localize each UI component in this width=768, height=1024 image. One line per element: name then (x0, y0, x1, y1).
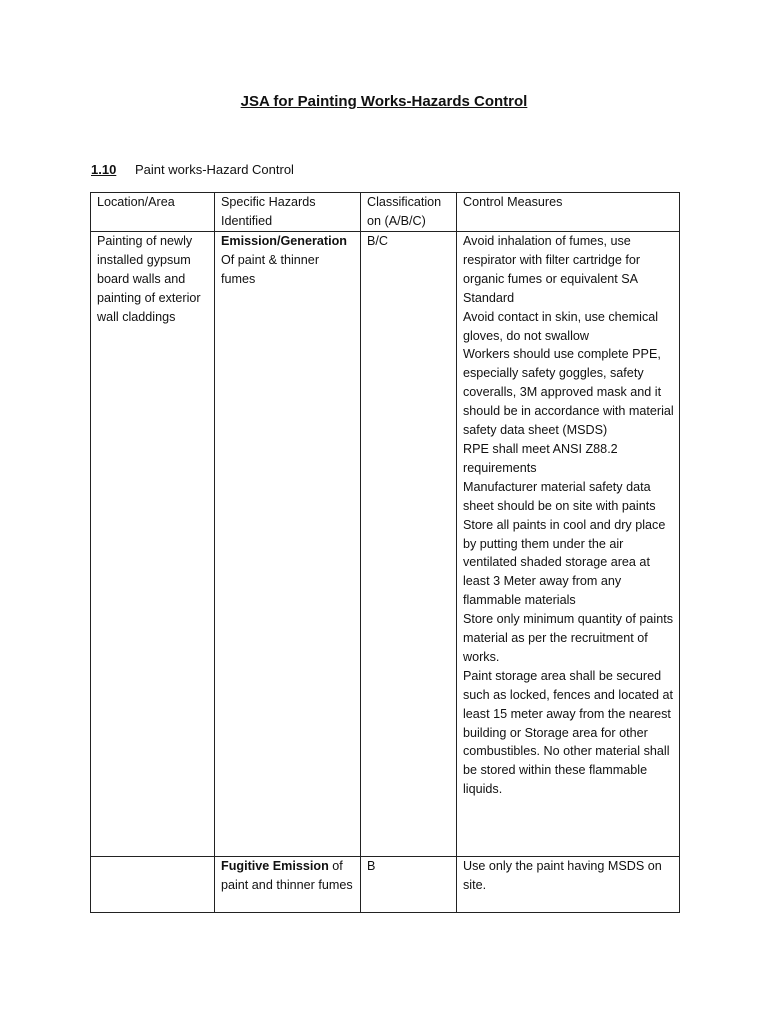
control-measure: Manufacturer material safety data sheet should be on site with paints (463, 479, 656, 513)
document-title (0, 93, 768, 110)
row1-hazard (215, 232, 361, 857)
row1-classification: B/C (361, 232, 457, 857)
control-measure: Avoid inhalation of fumes, use respirator with filter cartridge for organic fumes or equivalent SA Standard (463, 234, 641, 305)
control-measure: Paint storage area shall be secured such as locked, fences and located at least 15 meter away from the nearest building or Storage area for other combustibles. No other material shall be stored within these flammable liquids. (463, 668, 674, 797)
row2-location (91, 857, 215, 913)
hazard-control-table (90, 192, 680, 913)
table-row (91, 857, 680, 913)
row2-hazard-text: of paint and thinner fumes (221, 859, 353, 892)
row2-hazard-bold: Fugitive Emission (221, 859, 329, 873)
row1-location: Painting of newly installed gypsum board walls and painting of exterior wall claddings (91, 232, 215, 857)
table-header-row (91, 193, 680, 232)
section-heading (91, 162, 294, 177)
row1-hazard-bold: Emission/Generation (221, 234, 347, 248)
row1-controls (457, 232, 680, 857)
header-controls: Control Measures (457, 193, 680, 232)
control-measure: Workers should use complete PPE, especially safety goggles, safety coveralls, 3M approved mask and it should be in accordance with material safety data sheet (MSDS) (463, 347, 674, 438)
row2-controls (457, 857, 680, 913)
control-measure: Store only minimum quantity of paints material as per the recruitment of works. (463, 612, 673, 664)
control-measure: Store all paints in cool and dry place by putting them under the air ventilated shaded storage area at least 3 Meter away from any flammable materials (463, 517, 666, 608)
table-row (91, 232, 680, 857)
section-title: Paint works-Hazard Control (135, 162, 294, 177)
header-classification: Classification on (A/B/C) (361, 193, 457, 232)
row2-hazard (215, 857, 361, 913)
row2-classification: B (361, 857, 457, 913)
section-number: 1.10 (91, 162, 117, 177)
control-measure: Avoid contact in skin, use chemical gloves, do not swallow (463, 309, 659, 343)
header-hazards: Specific Hazards Identified (215, 193, 361, 232)
header-location: Location/Area (91, 193, 215, 232)
control-measure: Use only the paint having MSDS on site. (463, 859, 662, 892)
control-measure: RPE shall meet ANSI Z88.2 requirements (463, 441, 618, 475)
title-text: JSA for Painting Works-Hazards Control (240, 93, 528, 110)
row1-hazard-text: Of paint & thinner fumes (221, 252, 320, 286)
